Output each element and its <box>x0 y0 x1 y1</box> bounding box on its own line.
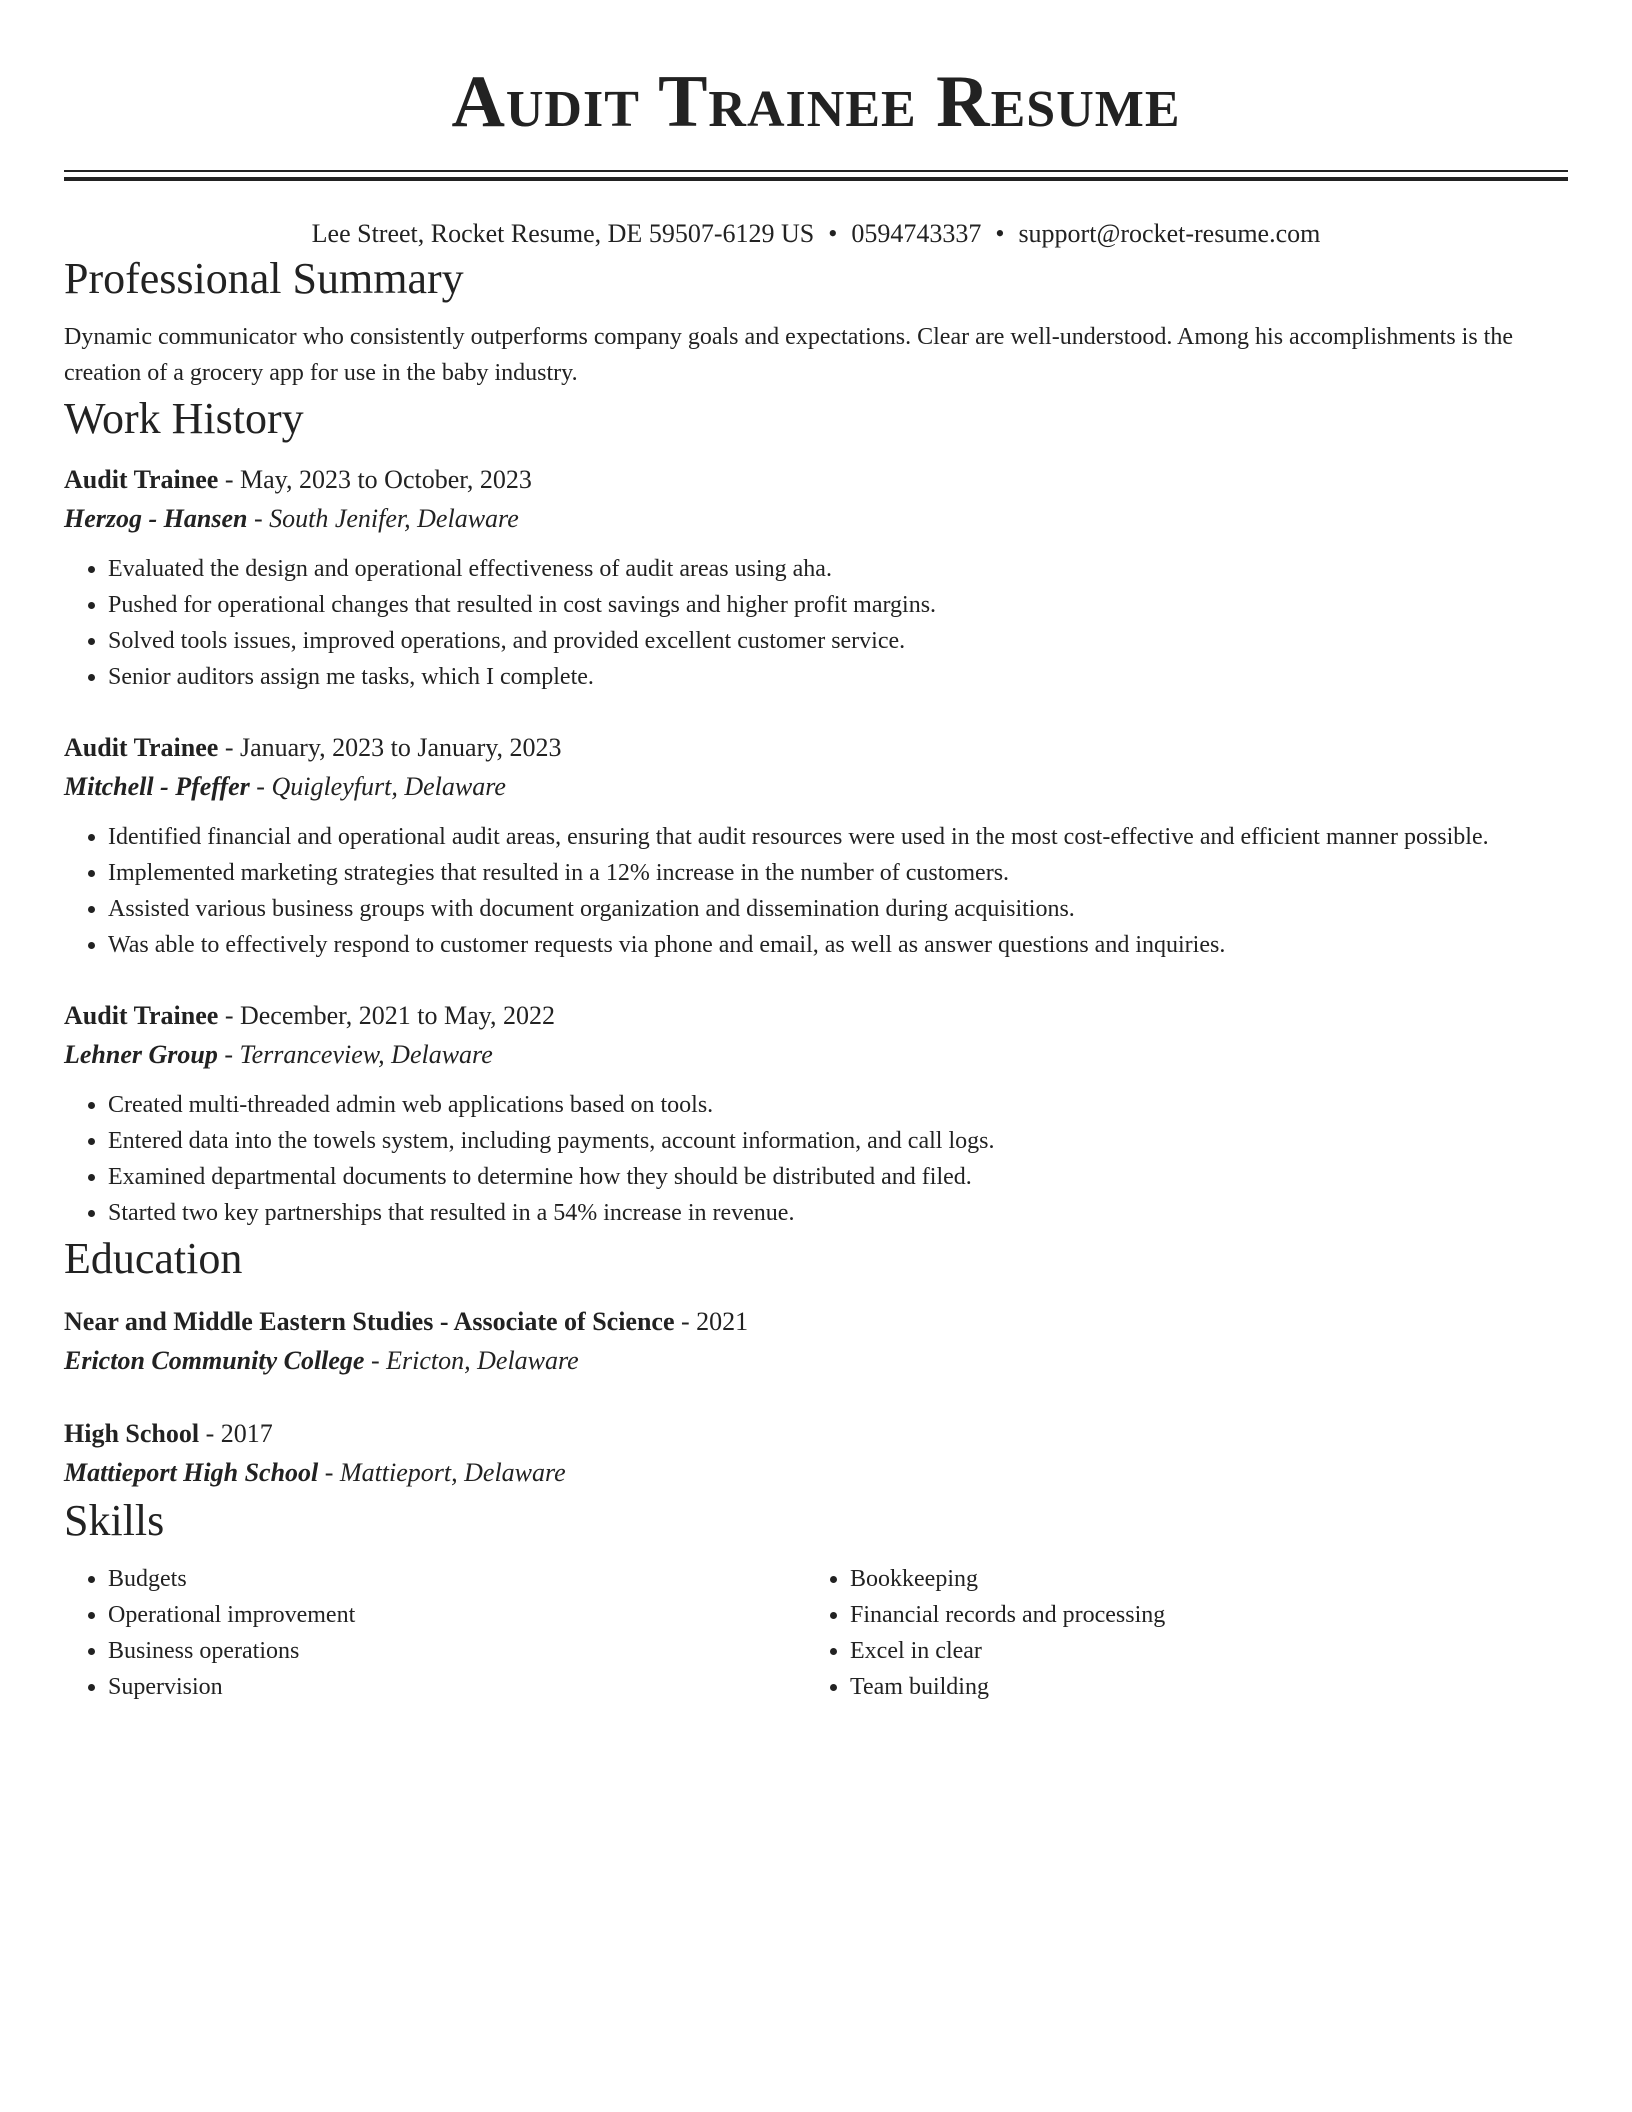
skills-grid <box>64 1561 1568 1705</box>
skill-item: • Excel in clear <box>850 1633 1548 1669</box>
degree-line <box>64 1303 1568 1341</box>
school-location: - Mattieport, Delaware <box>318 1458 566 1487</box>
company-line <box>64 499 1568 539</box>
graduation-year: - 2017 <box>199 1419 273 1448</box>
education-entry <box>64 1415 1568 1493</box>
education-heading: Education <box>64 1234 243 1283</box>
school-name: Ericton Community College <box>64 1346 365 1375</box>
title-divider <box>64 170 1568 181</box>
contact-address: Lee Street, Rocket Resume, DE 59507-6129 US <box>311 219 815 248</box>
job-title: Audit Trainee <box>64 465 219 494</box>
job-bullet: • Started two key partnerships that resulted in a 54% increase in revenue. <box>108 1195 1568 1231</box>
job-bullets <box>64 1087 1568 1231</box>
job-bullet: • Solved tools issues, improved operations, and provided excellent customer service. <box>108 623 1568 659</box>
job-bullet: • Pushed for operational changes that resulted in cost savings and higher profit margins. <box>108 587 1568 623</box>
company-name: Lehner Group <box>64 1040 218 1069</box>
summary-text: Dynamic communicator who consistently outperforms company goals and expectations. Clear are well-understood. Among his accomplishments is the creation of a grocery app for use in the baby industry. <box>64 324 1513 386</box>
job-bullet: • Implemented marketing strategies that resulted in a 12% increase in the number of customers. <box>108 855 1568 891</box>
school-location: - Ericton, Delaware <box>364 1346 579 1375</box>
skill-item: • Bookkeeping <box>850 1561 1548 1597</box>
company-line <box>64 1035 1568 1075</box>
job-title-line <box>64 729 1568 767</box>
job-title-line <box>64 997 1568 1035</box>
job-bullet: • Assisted various business groups with document organization and dissemination during acquisitions. <box>108 891 1568 927</box>
skill-item: • Supervision <box>108 1669 806 1705</box>
skill-item: • Business operations <box>108 1633 806 1669</box>
job-bullets <box>64 819 1568 963</box>
contact-line <box>64 217 1568 251</box>
school-name: Mattieport High School <box>64 1458 319 1487</box>
company-name: Herzog - Hansen <box>64 504 248 533</box>
job-bullets <box>64 551 1568 695</box>
job-bullet: • Senior auditors assign me tasks, which I complete. <box>108 659 1568 695</box>
job-bullet: • Entered data into the towels system, including payments, account information, and call logs. <box>108 1123 1568 1159</box>
skills-column-right <box>806 1561 1548 1705</box>
skill-item: • Budgets <box>108 1561 806 1597</box>
company-name: Mitchell - Pfeffer <box>64 772 250 801</box>
degree-name: Near and Middle Eastern Studies - Associate of Science <box>64 1307 675 1336</box>
school-line <box>64 1341 1568 1381</box>
job-entry <box>64 997 1568 1231</box>
skills-column-left <box>64 1561 806 1705</box>
education-entry <box>64 1303 1568 1381</box>
job-dates: - January, 2023 to January, 2023 <box>218 733 562 762</box>
job-entry <box>64 461 1568 695</box>
company-location: - Quigleyfurt, Delaware <box>249 772 506 801</box>
job-bullet: • Evaluated the design and operational effectiveness of audit areas using aha. <box>108 551 1568 587</box>
skill-item: • Financial records and processing <box>850 1597 1548 1633</box>
company-location: - Terranceview, Delaware <box>217 1040 493 1069</box>
job-bullet: • Was able to effectively respond to customer requests via phone and email, as well as answer questions and inquiries. <box>108 927 1568 963</box>
school-line <box>64 1453 1568 1493</box>
degree-line <box>64 1415 1568 1453</box>
skills-heading: Skills <box>64 1496 165 1545</box>
graduation-year: - 2021 <box>674 1307 749 1336</box>
job-title: Audit Trainee <box>64 733 219 762</box>
company-line <box>64 767 1568 807</box>
job-entry <box>64 729 1568 963</box>
job-bullet: • Created multi-threaded admin web applications based on tools. <box>108 1087 1568 1123</box>
degree-name: High School <box>64 1419 200 1448</box>
job-dates: - December, 2021 to May, 2022 <box>218 1001 555 1030</box>
job-bullet: • Examined departmental documents to determine how they should be distributed and filed. <box>108 1159 1568 1195</box>
skill-item: • Team building <box>850 1669 1548 1705</box>
job-dates: - May, 2023 to October, 2023 <box>218 465 532 494</box>
work-history-heading: Work History <box>64 394 304 443</box>
contact-phone: 0594743337 <box>851 219 982 248</box>
summary-heading: Professional Summary <box>64 254 464 303</box>
job-bullet: • Identified financial and operational audit areas, ensuring that audit resources were used in the most cost-effective and efficient manner possible. <box>108 819 1568 855</box>
job-title: Audit Trainee <box>64 1001 219 1030</box>
resume-title: Audit Trainee Resume <box>451 61 1181 143</box>
company-location: - South Jenifer, Delaware <box>247 504 519 533</box>
contact-separator: • <box>828 219 838 248</box>
contact-separator: • <box>995 219 1005 248</box>
skill-item: • Operational improvement <box>108 1597 806 1633</box>
job-title-line <box>64 461 1568 499</box>
contact-email: support@rocket-resume.com <box>1018 219 1321 248</box>
